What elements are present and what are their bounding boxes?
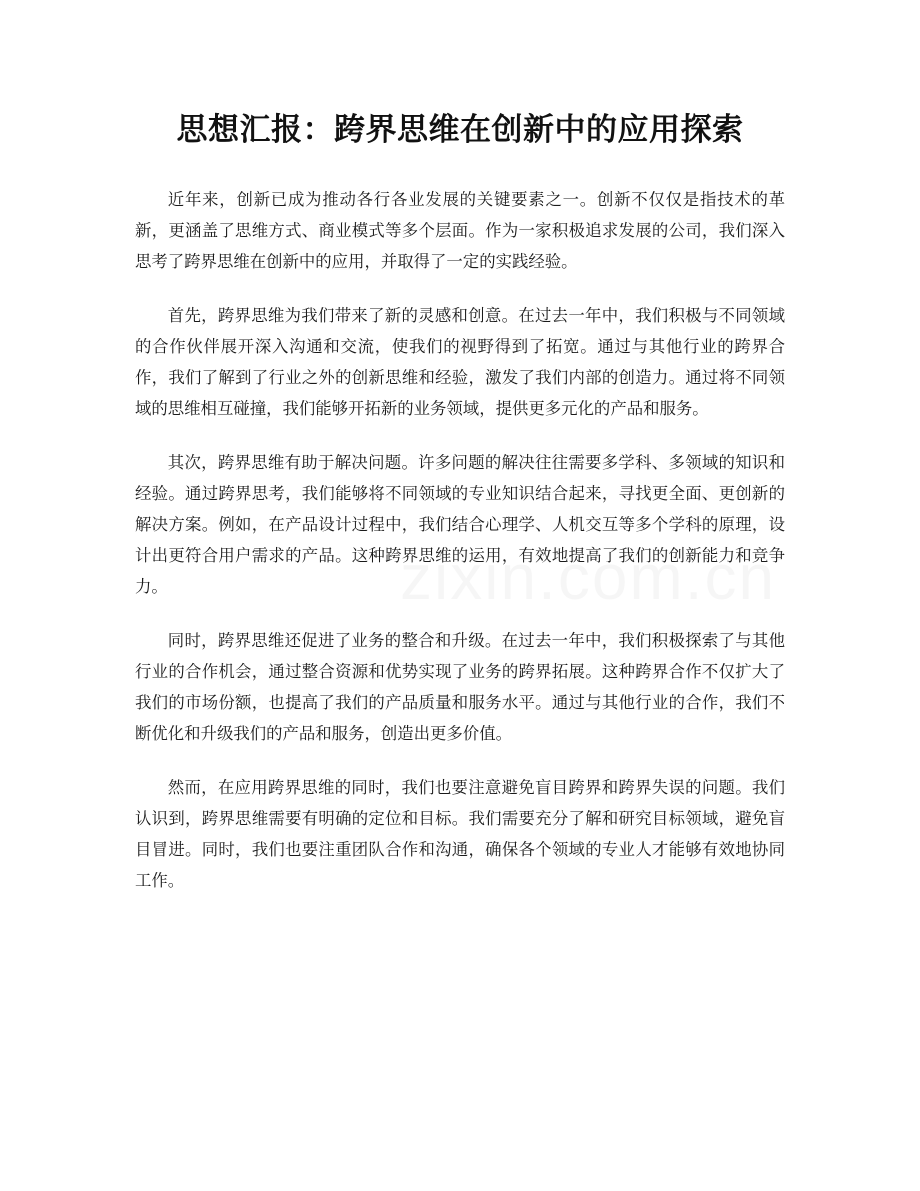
paragraph-2: 首先，跨界思维为我们带来了新的灵感和创意。在过去一年中，我们积极与不同领域的合作伙伴展开深入沟通和交流，使我们的视野得到了拓宽。通过与其他行业的跨界合作，我们了解到了行业之外的创新思维和经验，激发了我们内部的创造力。通过将不同领域的思维相互碰撞，我们能够开拓新的业务领域，提供更多元化的产品和服务。 xyxy=(135,306,785,418)
document-body xyxy=(135,184,785,919)
paragraph-3: 其次，跨界思维有助于解决问题。许多问题的解决往往需要多学科、多领域的知识和经验。通过跨界思考，我们能够将不同领域的专业知识结合起来，寻找更全面、更创新的解决方案。例如，在产品设计过程中，我们结合心理学、人机交互等多个学科的原理，设计出更符合用户需求的产品。这种跨界思维的运用，有效地提高了我们的创新能力和竞争力。 xyxy=(135,453,785,596)
document-title: 思想汇报：跨界思维在创新中的应用探索 xyxy=(176,112,744,148)
paragraph-5: 然而，在应用跨界思维的同时，我们也要注意避免盲目跨界和跨界失误的问题。我们认识到，跨界思维需要有明确的定位和目标。我们需要充分了解和研究目标领域，避免盲目冒进。同时，我们也要注重团队合作和沟通，确保各个领域的专业人才能够有效地协同工作。 xyxy=(135,778,785,890)
paragraph-1: 近年来，创新已成为推动各行各业发展的关键要素之一。创新不仅仅是指技术的革新，更涵盖了思维方式、商业模式等多个层面。作为一家积极追求发展的公司，我们深入思考了跨界思维在创新中的应用，并取得了一定的实践经验。 xyxy=(135,190,785,271)
paragraph-4: 同时，跨界思维还促进了业务的整合和升级。在过去一年中，我们积极探索了与其他行业的合作机会，通过整合资源和优势实现了业务的跨界拓展。这种跨界合作不仅扩大了我们的市场份额，也提高了我们的产品质量和服务水平。通过与其他行业的合作，我们不断优化和升级我们的产品和服务，创造出更多价值。 xyxy=(135,631,785,743)
